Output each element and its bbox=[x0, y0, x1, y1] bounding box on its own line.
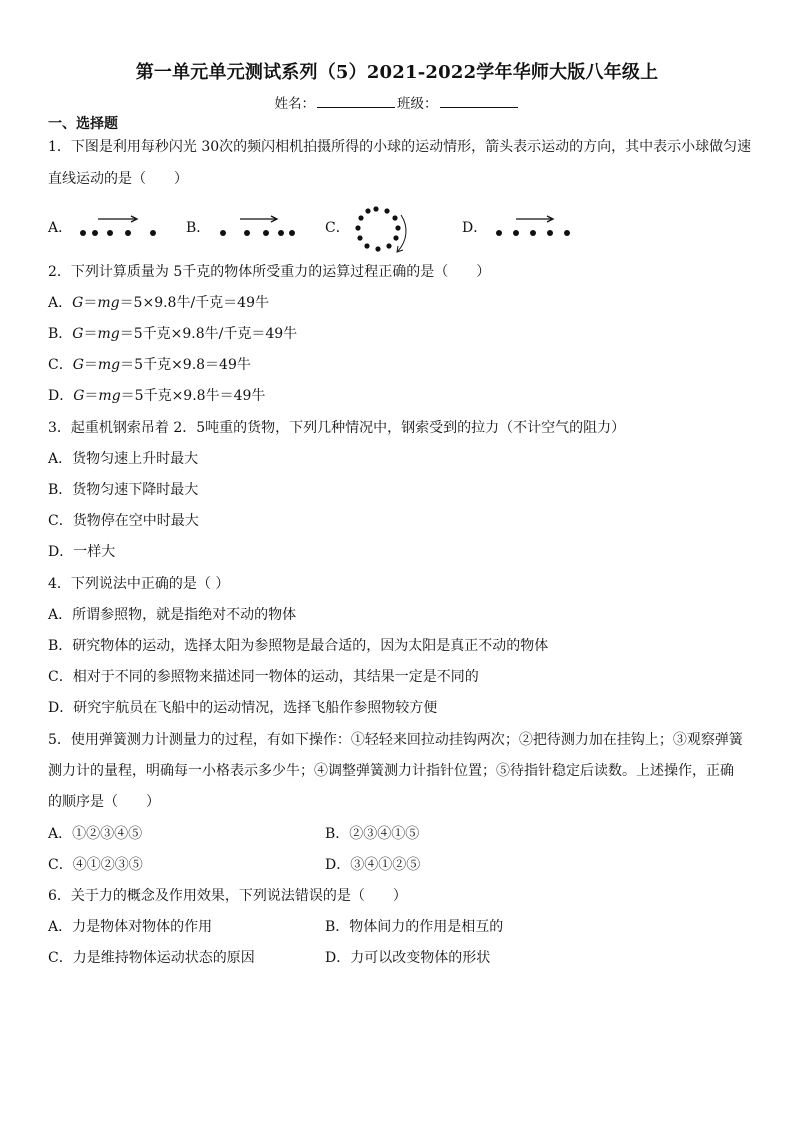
q1-line2: 直线运动的是（ ） bbox=[48, 171, 188, 187]
q5-option-b: B．②③④①⑤ bbox=[325, 826, 420, 842]
q2-option-d: D．G＝mg＝5千克×9.8牛＝49牛 bbox=[48, 388, 266, 404]
q3-option-d: D．一样大 bbox=[48, 544, 116, 560]
q6-option-c: C．力是维持物体运动状态的原因 bbox=[48, 950, 255, 966]
q3-option-c: C．货物停在空中时最大 bbox=[48, 513, 199, 529]
q1-figure-c bbox=[349, 203, 409, 257]
q1-figure-d bbox=[490, 213, 580, 243]
q1-option-b-label: B． bbox=[186, 220, 211, 236]
q2-option-a: A．G＝mg＝5×9.8牛/千克＝49牛 bbox=[48, 295, 269, 311]
q3-option-b: B．货物匀速下降时最大 bbox=[48, 482, 199, 498]
q5-option-d: D．③④①②⑤ bbox=[325, 857, 421, 873]
name-blank bbox=[317, 93, 395, 108]
q5-line3: 的顺序是（ ） bbox=[48, 794, 160, 810]
q5-option-c: C．④①②③⑤ bbox=[48, 857, 143, 873]
q1-option-a-label: A． bbox=[48, 220, 73, 236]
name-label: 姓名： bbox=[274, 96, 315, 112]
q2-option-b: B．G＝mg＝5千克×9.8牛/千克＝49牛 bbox=[48, 326, 298, 342]
q1-figure-a bbox=[76, 213, 166, 243]
q3-stem: 3．起重机钢索吊着 2．5吨重的货物，下列几种情况中，钢索受到的拉力（不计空气的阻力） bbox=[48, 420, 626, 436]
q5-line2: 测力计的量程，明确每一小格表示多少牛；④调整弹簧测力计指针位置；⑤待指针稳定后读数。上述操作，正确 bbox=[48, 763, 734, 779]
q4-option-d: D．研究宇航员在飞船中的运动情况，选择飞船作参照物较方便 bbox=[48, 700, 438, 716]
q1-figure-b bbox=[214, 213, 304, 243]
class-blank bbox=[440, 93, 518, 108]
q6-option-b: B．物体间力的作用是相互的 bbox=[325, 919, 504, 935]
q4-option-b: B．研究物体的运动，选择太阳为参照物是最合适的，因为太阳是真正不动的物体 bbox=[48, 638, 549, 654]
q6-option-d: D．力可以改变物体的形状 bbox=[325, 950, 491, 966]
q4-stem: 4．下列说法中正确的是（ ） bbox=[48, 576, 230, 592]
q5-option-a: A．①②③④⑤ bbox=[48, 826, 143, 842]
page-title: 第一单元单元测试系列（5）2021-2022学年华师大版八年级上 bbox=[135, 62, 659, 83]
q1-option-c-label: C． bbox=[325, 220, 350, 236]
q1-options bbox=[48, 213, 748, 253]
q6-option-a: A．力是物体对物体的作用 bbox=[48, 919, 213, 935]
q1-figure-c-dots bbox=[355, 206, 400, 251]
q1-line1: 1．下图是利用每秒闪光 30次的频闪相机拍摄所得的小球的运动情形，箭头表示运动的方向，其中表示小球做匀速 bbox=[48, 139, 752, 155]
q1-option-d-label: D． bbox=[462, 220, 488, 236]
q2-stem: 2．下列计算质量为 5千克的物体所受重力的运算过程正确的是（ ） bbox=[48, 264, 491, 280]
q4-option-a: A．所谓参照物，就是指绝对不动的物体 bbox=[48, 607, 297, 623]
q4-option-c: C．相对于不同的参照物来描述同一物体的运动，其结果一定是不同的 bbox=[48, 669, 479, 685]
section-heading: 一、选择题 bbox=[48, 116, 118, 132]
q6-stem: 6．关于力的概念及作用效果，下列说法错误的是（ ） bbox=[48, 888, 407, 904]
q2-option-c: C．G＝mg＝5千克×9.8＝49牛 bbox=[48, 357, 251, 373]
q3-option-a: A．货物匀速上升时最大 bbox=[48, 451, 199, 467]
q5-line1: 5．使用弹簧测力计测量力的过程，有如下操作：①轻轻来回拉动挂钩两次；②把待测力加在挂钩上；③观察弹簧 bbox=[48, 732, 743, 748]
class-label: 班级： bbox=[397, 96, 438, 112]
name-class-row bbox=[0, 92, 794, 112]
